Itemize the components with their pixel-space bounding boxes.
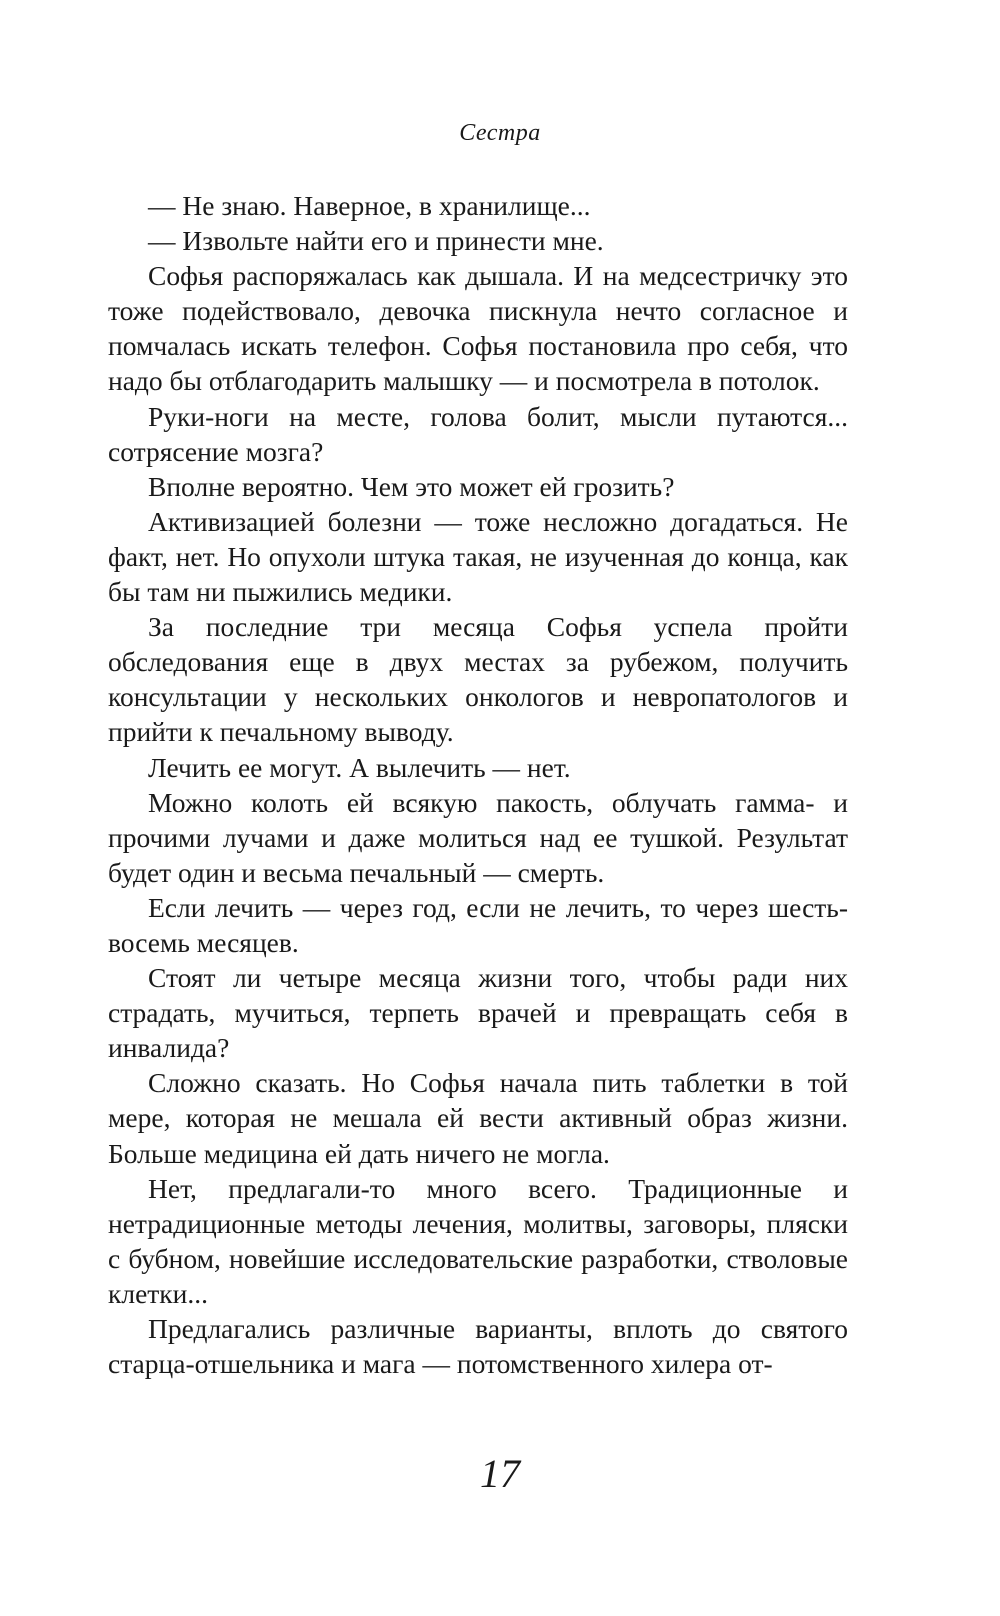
paragraph: Если лечить — через год, если не лечить, то через шесть-восемь месяцев. [108,891,848,958]
paragraph: Сложно сказать. Но Софья начала пить таблетки в той мере, которая не мешала ей вести активный образ жизни. Больше медицина ей дать ничего не могла. [108,1067,848,1169]
paragraph: За последние три месяца Софья успела пройти обследования еще в двух местах за рубежом, получить консультации у нескольких онкологов и невропатологов и прийти к печальному выводу. [108,611,848,748]
body-text [108,188,848,1381]
paragraph: Активизацией болезни — тоже несложно догадаться. Не факт, нет. Но опухоли штука такая, не изученная до конца, как бы там ни пыжились медики. [108,505,848,608]
running-head: Сестра [459,120,541,146]
paragraph: Софья распоряжалась как дышала. И на медсестричку это тоже подействовало, девочка пискнула нечто согласное и помчалась искать телефон. Софья постановила про себя, что надо бы отблагодарить малышку — и посмотрела в потолок. [108,260,848,397]
paragraph: — Извольте найти его и принести мне. [148,225,604,257]
paragraph: Лечить ее могут. А вылечить — нет. [148,751,571,783]
paragraph: Можно колоть ей всякую пакость, облучать гамма- и прочими лучами и даже молиться над ее тушкой. Результат будет один и весьма печальный — смерть. [108,786,848,888]
paragraph: Предлагались различные варианты, вплоть до святого старца-отшельника и мага — потомственного хилера от- [108,1313,848,1380]
paragraph: Стоят ли четыре месяца жизни того, чтобы ради них страдать, мучиться, терпеть врачей и превращать себя в инвалида? [108,962,848,1064]
paragraph: Вполне вероятно. Чем это может ей грозить? [148,470,675,502]
page-number: 17 [480,1451,520,1496]
paragraph: Руки-ноги на месте, голова болит, мысли путаются... сотрясение мозга? [108,400,848,467]
paragraph: — Не знаю. Наверное, в хранилище... [148,190,591,221]
paragraph: Нет, предлагали-то много всего. Традиционные и нетрадиционные методы лечения, молитвы, заговоры, пляски с бубном, новейшие исследовательские разработки, стволовые клетки... [108,1172,848,1309]
